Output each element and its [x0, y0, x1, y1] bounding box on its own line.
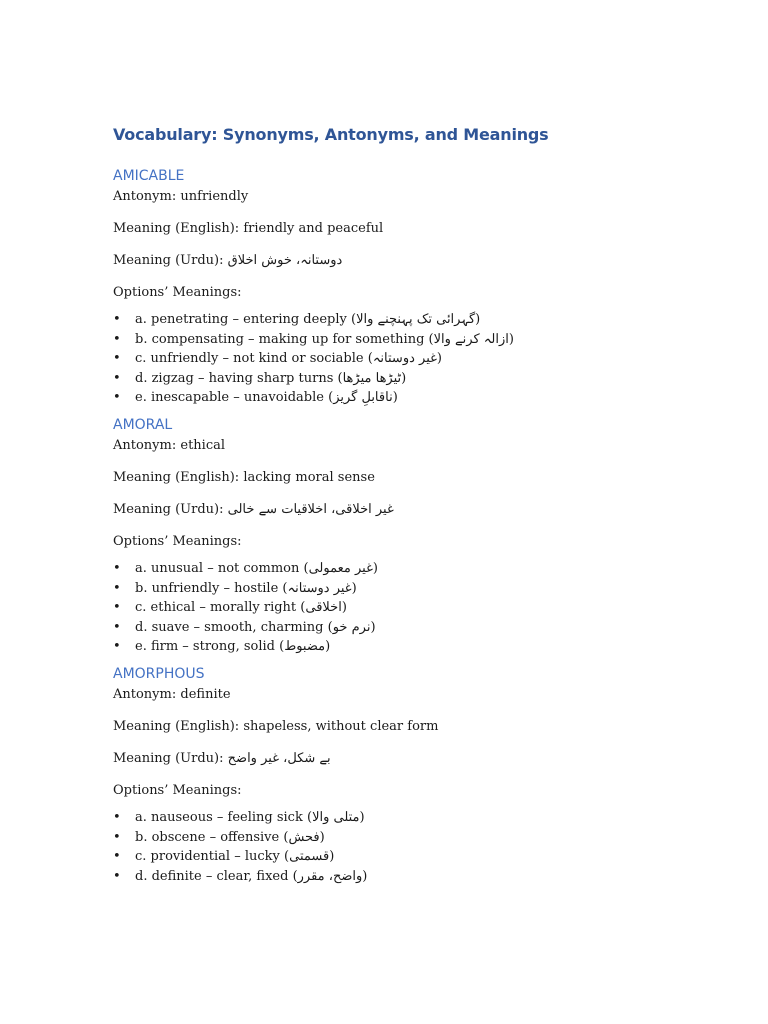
antonym-label: Antonym: [113, 686, 177, 702]
option-text: a. unusual – not common [135, 560, 300, 576]
option-urdu: واضح، مقرر [297, 868, 363, 884]
antonym-line [113, 188, 713, 206]
option-text: d. definite – clear, fixed [135, 868, 289, 884]
option-text: b. compensating – making up for something [135, 331, 425, 347]
meaning-english-value: lacking moral sense [243, 469, 375, 485]
option-item: • a. nauseous – feeling sick (متلی والا) [113, 808, 713, 828]
option-text: c. ethical – morally right [135, 600, 297, 616]
option-item: • e. firm – strong, solid (مضبوط) [113, 637, 713, 657]
meaning-english-value: shapeless, without clear form [243, 718, 439, 734]
option-item: • d. suave – smooth, charming (نرم خو) [113, 618, 713, 638]
option-urdu: متلی والا [312, 809, 360, 825]
antonym-value: unfriendly [180, 189, 249, 204]
options-list [113, 808, 713, 886]
option-urdu: قسمتی [289, 849, 330, 865]
antonym-label: Antonym: [113, 189, 177, 204]
document-page [113, 124, 713, 893]
vocab-word: AMORAL [113, 416, 173, 433]
option-text: d. zigzag – having sharp turns [135, 370, 334, 386]
bullet-icon: • [113, 580, 121, 596]
antonym-label: Antonym: [113, 437, 177, 453]
option-item: • c. providential – lucky (قسمتی) [113, 847, 713, 867]
option-item: • e. inescapable – unavoidable (ناقابلِ گریز) [113, 388, 713, 408]
bullet-icon: • [113, 809, 121, 825]
bullet-icon: • [113, 868, 121, 884]
meaning-english-label: Meaning (English): [113, 221, 240, 236]
options-label: Options’ Meanings: [113, 285, 242, 300]
bullet-icon: • [113, 390, 121, 406]
page-title: Vocabulary: Synonyms, Antonyms, and Meanings [113, 125, 549, 144]
meaning-urdu-value: غیر اخلاقی، اخلاقیات سے خالی [227, 501, 394, 517]
option-text: a. nauseous – feeling sick [135, 809, 303, 825]
options-label: Options’ Meanings: [113, 782, 242, 798]
option-urdu: گہرائی تک پہنچنے والا [356, 312, 476, 327]
option-item: • d. zigzag – having sharp turns (ٹیڑھا میڑھا) [113, 369, 713, 389]
option-urdu: غیر معمولی [308, 560, 373, 576]
options-label: Options’ Meanings: [113, 533, 242, 549]
vocab-word: AMICABLE [113, 168, 185, 184]
meaning-urdu-label: Meaning (Urdu): [113, 501, 224, 517]
option-item: • c. unfriendly – not kind or sociable (غیر دوستانہ) [113, 349, 713, 369]
antonym-line [113, 437, 713, 455]
option-urdu: ناقابلِ گریز [333, 390, 393, 406]
option-item: • d. definite – clear, fixed (واضح، مقرر) [113, 867, 713, 887]
option-urdu: ٹیڑھا میڑھا [342, 370, 402, 386]
option-urdu: ازالہ کرنے والا [433, 331, 509, 347]
option-item: • b. compensating – making up for something (ازالہ کرنے والا) [113, 330, 713, 350]
option-urdu: غیر دوستانہ [287, 580, 352, 596]
bullet-icon: • [113, 639, 121, 655]
bullet-icon: • [113, 829, 121, 845]
meaning-english-line [113, 220, 713, 238]
meaning-english-line [113, 718, 713, 736]
bullet-icon: • [113, 619, 121, 635]
option-item: • c. ethical – morally right (اخلاقی) [113, 598, 713, 618]
option-text: a. penetrating – entering deeply [135, 312, 347, 327]
option-text: d. suave – smooth, charming [135, 619, 324, 635]
option-item: • a. penetrating – entering deeply (گہرائی تک پہنچنے والا) [113, 310, 713, 330]
meaning-urdu-value: دوستانہ، خوش اخلاق [227, 253, 343, 268]
antonym-line [113, 686, 713, 704]
options-list [113, 559, 713, 657]
meaning-urdu-line [113, 501, 713, 519]
entries-list [113, 166, 713, 886]
bullet-icon: • [113, 849, 121, 865]
option-urdu: غیر دوستانہ [372, 351, 437, 367]
vocab-entry [113, 166, 713, 408]
option-text: e. firm – strong, solid [135, 639, 275, 655]
bullet-icon: • [113, 370, 121, 386]
option-urdu: نرم خو [332, 619, 371, 635]
option-item: • b. unfriendly – hostile (غیر دوستانہ) [113, 579, 713, 599]
option-urdu: مضبوط [284, 639, 326, 655]
option-text: c. unfriendly – not kind or sociable [135, 351, 364, 367]
meaning-urdu-line [113, 750, 713, 768]
meaning-english-line [113, 469, 713, 487]
meaning-urdu-value: بے شکل، غیر واضح [227, 750, 331, 766]
options-list [113, 310, 713, 408]
option-text: b. unfriendly – hostile [135, 580, 279, 596]
bullet-icon: • [113, 312, 121, 327]
option-item: • a. unusual – not common (غیر معمولی) [113, 559, 713, 579]
meaning-english-label: Meaning (English): [113, 718, 240, 734]
meaning-urdu-label: Meaning (Urdu): [113, 253, 224, 268]
antonym-value: definite [180, 686, 231, 702]
meaning-urdu-label: Meaning (Urdu): [113, 750, 224, 766]
bullet-icon: • [113, 351, 121, 367]
option-urdu: اخلاقی [305, 600, 342, 616]
option-item: • b. obscene – offensive (فحش) [113, 828, 713, 848]
vocab-entry [113, 415, 713, 657]
option-text: e. inescapable – unavoidable [135, 390, 324, 406]
vocab-word: AMORPHOUS [113, 665, 205, 682]
meaning-english-value: friendly and peaceful [243, 221, 384, 236]
option-urdu: فحش [288, 829, 320, 845]
bullet-icon: • [113, 331, 121, 347]
vocab-entry [113, 664, 713, 886]
bullet-icon: • [113, 560, 121, 576]
option-text: c. providential – lucky [135, 849, 280, 865]
option-text: b. obscene – offensive [135, 829, 280, 845]
meaning-english-label: Meaning (English): [113, 469, 240, 485]
meaning-urdu-line [113, 252, 713, 270]
antonym-value: ethical [180, 437, 226, 453]
bullet-icon: • [113, 600, 121, 616]
